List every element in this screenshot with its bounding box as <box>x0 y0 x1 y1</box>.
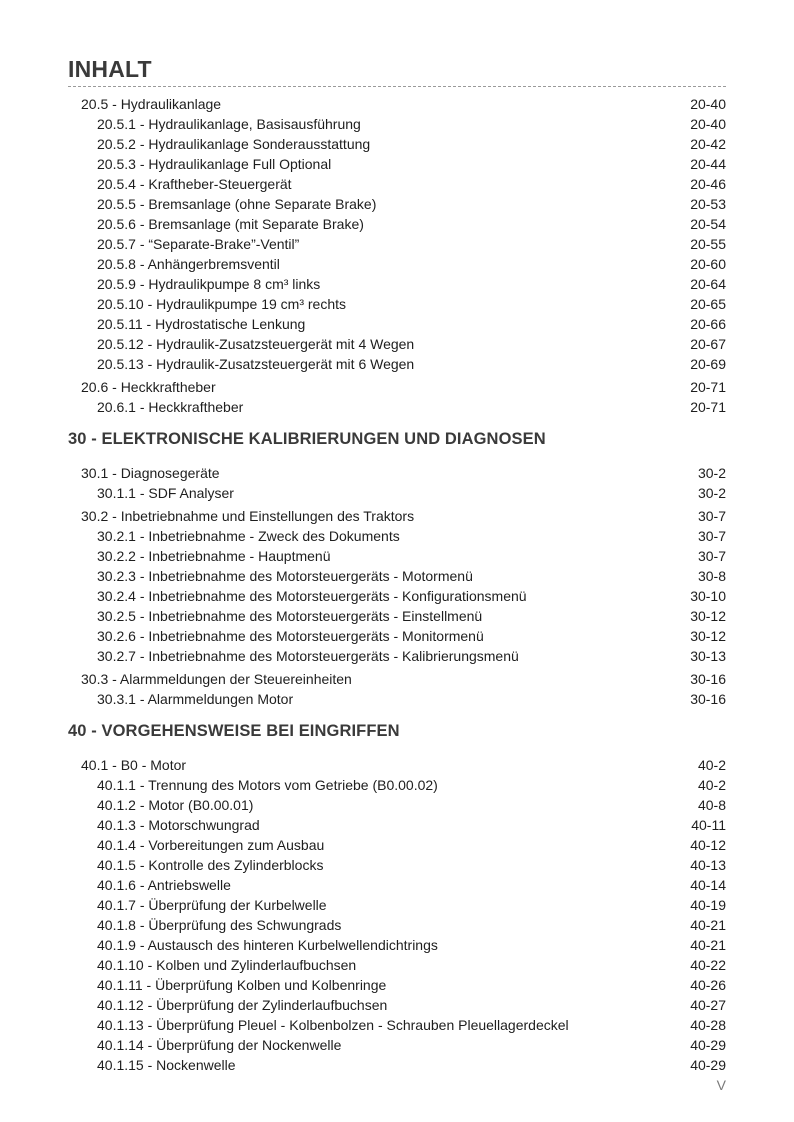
toc-entry <box>0 354 726 374</box>
toc-entry-title: 20.5.8 - Anhängerbremsventil <box>97 256 280 272</box>
toc-entry-title: 30.2.4 - Inbetriebnahme des Motorsteuergeräts - Konfigurationsmenü <box>97 588 527 604</box>
toc-entry-title: 20.5.5 - Bremsanlage (ohne Separate Brake) <box>97 196 377 212</box>
toc-entry-page: 20-55 <box>690 236 726 252</box>
toc-entry <box>0 194 726 214</box>
toc-entry-title: 40 - VORGEHENSWEISE BEI EINGRIFFEN <box>68 722 400 740</box>
toc-entry <box>0 775 726 795</box>
toc-entry <box>0 795 726 815</box>
toc-entry <box>0 463 726 483</box>
toc-entry <box>0 755 726 775</box>
toc-entry <box>0 377 726 397</box>
toc-entry <box>0 254 726 274</box>
toc-entry <box>0 134 726 154</box>
toc-entry-page: 20-64 <box>690 276 726 292</box>
toc-entry-title: 20.5.4 - Kraftheber-Steuergerät <box>97 176 292 192</box>
toc-entry-page: 30-7 <box>697 528 726 544</box>
toc-entry-page: 30-13 <box>690 648 726 664</box>
toc-entry <box>0 646 726 666</box>
toc-chapter-heading <box>0 429 726 449</box>
toc-entry <box>0 689 726 709</box>
toc-entry <box>0 506 726 526</box>
toc-entry <box>0 915 726 935</box>
toc-entry-title: 40.1.10 - Kolben und Zylinderlaufbuchsen <box>97 957 357 973</box>
toc-entry <box>0 114 726 134</box>
toc-entry-page: 40-13 <box>690 857 726 873</box>
toc-entry-title: 30.3 - Alarmmeldungen der Steuereinheiten <box>81 671 352 687</box>
page-title: INHALT <box>68 56 152 82</box>
toc-entry <box>0 234 726 254</box>
toc-entry-title: 20.5 - Hydraulikanlage <box>81 96 222 112</box>
toc-entry-title: 40.1.7 - Überprüfung der Kurbelwelle <box>97 897 327 913</box>
toc-entry-page: 30-16 <box>690 691 726 707</box>
toc-entry-page: 40-22 <box>690 957 726 973</box>
toc-entry-title: 30.2.3 - Inbetriebnahme des Motorsteuergeräts - Motormenü <box>97 568 473 584</box>
toc-entry-page: 40-28 <box>690 1017 726 1033</box>
toc-entry-title: 30.3.1 - Alarmmeldungen Motor <box>97 691 294 707</box>
toc-entry-title: 40.1.5 - Kontrolle des Zylinderblocks <box>97 857 324 873</box>
toc-entry <box>0 875 726 895</box>
toc-entry-title: 40.1.2 - Motor (B0.00.01) <box>97 797 254 813</box>
toc-entry <box>0 314 726 334</box>
toc-entry <box>0 815 726 835</box>
toc-entry-title: 30.2.2 - Inbetriebnahme - Hauptmenü <box>97 548 331 564</box>
toc-entry-page: 30-7 <box>697 548 726 564</box>
toc-entry-title: 30.2.1 - Inbetriebnahme - Zweck des Dokuments <box>97 528 400 544</box>
toc-entry <box>0 546 726 566</box>
toc-entry-page: 20-46 <box>690 176 726 192</box>
toc-entry-page: 40-12 <box>690 837 726 853</box>
toc-entry-title: 20.5.13 - Hydraulik-Zusatzsteuergerät mit 6 Wegen <box>97 356 415 372</box>
toc-entry-page: 30-10 <box>690 588 726 604</box>
toc-entry-page: 20-66 <box>690 316 726 332</box>
toc-entry-page: 20-40 <box>690 116 726 132</box>
toc-entry-title: 40.1.12 - Überprüfung der Zylinderlaufbuchsen <box>97 997 388 1013</box>
toc-entry-page: 30-2 <box>697 485 726 501</box>
toc-entry <box>0 669 726 689</box>
toc-entry-title: 20.5.7 - “Separate-Brake”-Ventil” <box>97 236 300 252</box>
toc-entry-title: 30.2 - Inbetriebnahme und Einstellungen des Traktors <box>81 508 415 524</box>
toc-entry <box>0 483 726 503</box>
toc-entry-title: 40.1.4 - Vorbereitungen zum Ausbau <box>97 837 325 853</box>
toc-entry-page: 30-2 <box>697 465 726 481</box>
toc-entry-title: 40.1.13 - Überprüfung Pleuel - Kolbenbolzen - Schrauben Pleuellagerdeckel <box>97 1017 569 1033</box>
toc-entry-page: 40-29 <box>690 1057 726 1073</box>
toc-entry <box>0 995 726 1015</box>
toc-entry-title: 20.5.6 - Bremsanlage (mit Separate Brake) <box>97 216 364 232</box>
toc-entry <box>0 94 726 114</box>
toc-entry-page: 40-26 <box>690 977 726 993</box>
toc-entry-title: 30.2.5 - Inbetriebnahme des Motorsteuergeräts - Einstellmenü <box>97 608 483 624</box>
toc-entry-page: 20-69 <box>690 356 726 372</box>
toc-entry-page: 30-8 <box>697 568 726 584</box>
toc-entry <box>0 1035 726 1055</box>
toc-entry <box>0 855 726 875</box>
toc-entry-page: 20-71 <box>690 379 726 395</box>
toc-entry-page: 40-21 <box>690 917 726 933</box>
toc-entry-page: 30-16 <box>690 671 726 687</box>
toc-entry-title: 30 - ELEKTRONISCHE KALIBRIERUNGEN UND DIAGNOSEN <box>68 430 546 448</box>
toc-entry <box>0 835 726 855</box>
toc-entry <box>0 566 726 586</box>
toc-entry-title: 20.5.11 - Hydrostatische Lenkung <box>97 316 306 332</box>
toc-entry-title: 30.2.6 - Inbetriebnahme des Motorsteuergeräts - Monitormenü <box>97 628 484 644</box>
toc-entry-page: 20-60 <box>690 256 726 272</box>
toc-entry <box>0 214 726 234</box>
toc-entry-page: 40-8 <box>697 797 726 813</box>
toc-entry-title: 40.1.9 - Austausch des hinteren Kurbelwellendichtrings <box>97 937 438 953</box>
toc-entry <box>0 294 726 314</box>
toc-entry-title: 30.2.7 - Inbetriebnahme des Motorsteuergeräts - Kalibrierungsmenü <box>97 648 519 664</box>
toc-entry-page: 30-12 <box>690 628 726 644</box>
toc-entry-page: 20-53 <box>690 196 726 212</box>
toc-entry <box>0 526 726 546</box>
toc-entry-page: 20-71 <box>690 399 726 415</box>
toc-entry-title: 20.5.12 - Hydraulik-Zusatzsteuergerät mit 4 Wegen <box>97 336 415 352</box>
toc-entry-page: 40-29 <box>690 1037 726 1053</box>
toc-entry <box>0 154 726 174</box>
toc-entry <box>0 626 726 646</box>
toc-entry-page: 40-14 <box>690 877 726 893</box>
toc-entry-title: 40.1.15 - Nockenwelle <box>97 1057 236 1073</box>
toc-entry <box>0 397 726 417</box>
toc-entry-page: 30-7 <box>697 508 726 524</box>
toc-entry-page: 30-12 <box>690 608 726 624</box>
toc-entry <box>0 935 726 955</box>
toc-entry-title: 20.5.9 - Hydraulikpumpe 8 cm³ links <box>97 276 321 292</box>
toc-entry <box>0 975 726 995</box>
toc-entry-title: 40.1.11 - Überprüfung Kolben und Kolbenringe <box>97 977 387 993</box>
toc-entry <box>0 895 726 915</box>
toc-entry <box>0 174 726 194</box>
toc-entry-title: 20.5.1 - Hydraulikanlage, Basisausführung <box>97 116 361 132</box>
toc-entry-title: 40.1 - B0 - Motor <box>81 757 187 773</box>
toc-entry-title: 40.1.14 - Überprüfung der Nockenwelle <box>97 1037 342 1053</box>
toc-entry-page: 40-21 <box>690 937 726 953</box>
toc-entry <box>0 955 726 975</box>
toc-entry <box>0 334 726 354</box>
toc-entry-title: 20.6 - Heckkraftheber <box>81 379 216 395</box>
toc-entry <box>0 1015 726 1035</box>
toc-entry-title: 20.5.3 - Hydraulikanlage Full Optional <box>97 156 332 172</box>
toc-entry-page: 20-44 <box>690 156 726 172</box>
toc-entry-title: 20.6.1 - Heckkraftheber <box>97 399 244 415</box>
toc-entry-title: 40.1.1 - Trennung des Motors vom Getriebe (B0.00.02) <box>97 777 438 793</box>
toc-chapter-heading <box>0 721 726 741</box>
toc-entry <box>0 1055 726 1075</box>
toc-entry-page: 40-11 <box>691 817 726 833</box>
toc-entry-page: 20-65 <box>690 296 726 312</box>
toc-entry-page: 40-2 <box>697 757 726 773</box>
toc-entry-page: 20-54 <box>690 216 726 232</box>
toc-entry-page: 20-67 <box>690 336 726 352</box>
toc-entry-page: 20-42 <box>690 136 726 152</box>
toc-entry-page: 40-27 <box>690 997 726 1013</box>
toc-entry-title: 30.1.1 - SDF Analyser <box>97 485 234 501</box>
toc-entry <box>0 274 726 294</box>
toc-entry <box>0 606 726 626</box>
toc-entry-title: 40.1.6 - Antriebswelle <box>97 877 231 893</box>
toc-entry-title: 40.1.8 - Überprüfung des Schwungrads <box>97 917 342 933</box>
toc-entry <box>0 586 726 606</box>
toc-entry-title: 20.5.10 - Hydraulikpumpe 19 cm³ rechts <box>97 296 346 312</box>
toc-entry-page: 40-19 <box>690 897 726 913</box>
page-number: V <box>716 1077 726 1093</box>
toc-entry-page: 20-40 <box>690 96 726 112</box>
toc-entry-title: 40.1.3 - Motorschwungrad <box>97 817 260 833</box>
toc-entry-page: 40-2 <box>697 777 726 793</box>
toc-entry-title: 30.1 - Diagnosegeräte <box>81 465 220 481</box>
toc-entry-title: 20.5.2 - Hydraulikanlage Sonderausstattung <box>97 136 371 152</box>
